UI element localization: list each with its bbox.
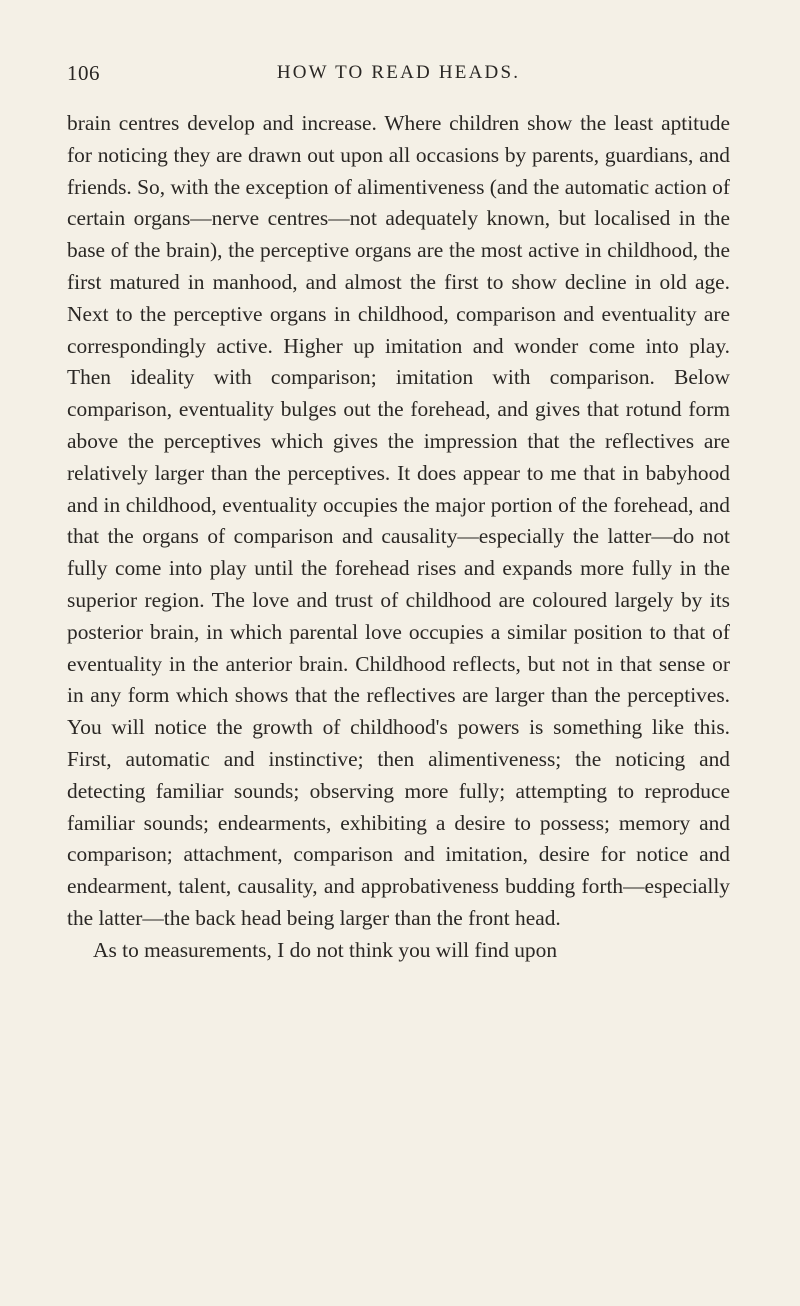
running-title: HOW TO READ HEADS. — [276, 62, 521, 83]
body-text — [67, 108, 730, 967]
paragraph: As to measurements, I do not think you will find upon — [93, 937, 558, 962]
page-number: 106 — [67, 61, 100, 85]
running-head — [67, 58, 730, 88]
paragraph: brain centres develop and increase. Where children show the least aptitude for noticing they are drawn out upon all occasions by parents, guardians, and friends. So, with the exception of alimentiveness (and the automatic action of certain organs—nerve centres—not adequately known, but localised in the base of the brain), the perceptive organs are the most active in childhood, the first matured in manhood, and almost the first to show decline in old age. Next to the perceptive organs in childhood, comparison and eventuality are correspondingly active. Higher up imitation and wonder come into play. Then ideality with comparison; imitation with comparison. Below comparison, eventuality bulges out the forehead, and gives that rotund form above the perceptives which gives the impression that the reflectives are relatively larger than the perceptives. It does appear to me that in babyhood and in childhood, eventuality occupies the major portion of the forehead, and that the organs of comparison and causality—especially the latter—do not fully come into play until the forehead rises and expands more fully in the superior region. The love and trust of childhood are coloured largely by its posterior brain, in which parental love occupies a similar position to that of eventuality in the anterior brain. Childhood reflects, but not in that sense or in any form which shows that the reflectives are larger than the perceptives. You will notice the growth of childhood's powers is something like this. First, automatic and instinctive; then alimentiveness; the noticing and detecting familiar sounds; observing more fully; attempting to reproduce familiar sounds; endearments, exhibiting a desire to possess; memory and comparison; attachment, comparison and imitation, desire for notice and endearment, talent, causality, and approbativeness budding forth—especially the latter—the back head being larger than the front head. — [67, 111, 730, 930]
